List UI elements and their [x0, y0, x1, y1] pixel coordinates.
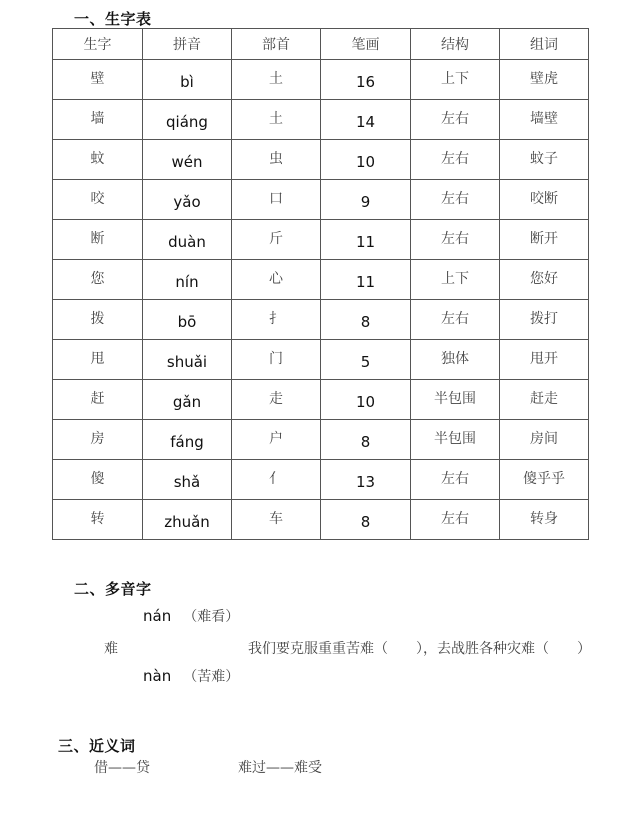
cell-structure-text: 半包围 — [434, 391, 476, 407]
cell-strokes-text: 11 — [355, 233, 376, 251]
cell-radical-text: 门 — [269, 351, 283, 367]
cell-radical — [232, 140, 321, 180]
cell-structure-text: 左右 — [441, 231, 469, 247]
header-char: 生字 — [53, 29, 143, 60]
cell-word — [500, 180, 589, 220]
header-structure: 结构 — [411, 29, 500, 60]
cell-radical — [232, 500, 321, 540]
cell-strokes — [321, 300, 411, 340]
cell-word — [500, 340, 589, 380]
cell-char — [53, 140, 143, 180]
cell-pinyin — [143, 60, 232, 100]
cell-char-text: 赶 — [90, 391, 105, 407]
cell-structure-text: 左右 — [441, 511, 469, 527]
cell-strokes-text: 10 — [355, 153, 376, 171]
cell-pinyin-text: nín — [175, 273, 199, 291]
table-row — [53, 460, 589, 500]
fill-in-sentence: 我们要克服重重苦难（ ），去战胜各种灾难（ ） — [248, 641, 591, 657]
cell-structure — [411, 140, 500, 180]
cell-pinyin-text: gǎn — [172, 393, 202, 411]
cell-word-text: 壁虎 — [530, 71, 558, 87]
cell-pinyin-text: yǎo — [173, 193, 201, 211]
cell-pinyin-text: shuǎi — [166, 353, 208, 371]
synonym-pair-1: 借——贷 — [94, 760, 150, 776]
reading1-line — [143, 606, 239, 626]
cell-radical-text: 走 — [269, 391, 283, 407]
cell-radical-text: 斤 — [269, 231, 283, 247]
cell-strokes — [321, 340, 411, 380]
cell-pinyin — [143, 100, 232, 140]
cell-word-text: 傻乎乎 — [523, 471, 565, 487]
cell-pinyin — [143, 500, 232, 540]
cell-radical-text: 心 — [269, 271, 283, 287]
cell-strokes-text: 14 — [355, 113, 376, 131]
cell-radical — [232, 220, 321, 260]
cell-strokes — [321, 260, 411, 300]
cell-word — [500, 460, 589, 500]
cell-structure — [411, 300, 500, 340]
cell-word — [500, 100, 589, 140]
cell-strokes — [321, 140, 411, 180]
cell-char — [53, 220, 143, 260]
cell-pinyin-text: shǎ — [173, 473, 201, 491]
cell-structure — [411, 340, 500, 380]
cell-char — [53, 500, 143, 540]
table-row — [53, 60, 589, 100]
cell-strokes-text: 5 — [360, 353, 371, 371]
cell-pinyin-text: fáng — [170, 433, 204, 451]
header-radical: 部首 — [232, 29, 321, 60]
cell-structure — [411, 420, 500, 460]
cell-char — [53, 100, 143, 140]
cell-char-text: 傻 — [90, 471, 105, 487]
cell-char-text: 转 — [90, 511, 105, 527]
cell-pinyin — [143, 380, 232, 420]
cell-pinyin-text: bō — [177, 313, 197, 331]
cell-word-text: 您好 — [530, 271, 558, 287]
cell-word — [500, 300, 589, 340]
cell-char-text: 断 — [90, 231, 105, 247]
header-pinyin: 拼音 — [143, 29, 232, 60]
cell-structure-text: 左右 — [441, 111, 469, 127]
cell-radical — [232, 340, 321, 380]
table-row — [53, 220, 589, 260]
cell-char — [53, 300, 143, 340]
cell-word-text: 咬断 — [530, 191, 558, 207]
cell-structure — [411, 500, 500, 540]
cell-radical — [232, 260, 321, 300]
cell-radical-text: 扌 — [269, 311, 283, 327]
cell-pinyin-text: bì — [180, 73, 194, 91]
table-row — [53, 300, 589, 340]
cell-char-text: 蚊 — [90, 151, 105, 167]
cell-char — [53, 180, 143, 220]
cell-word-text: 转身 — [530, 511, 558, 527]
cell-word-text: 断开 — [530, 231, 558, 247]
cell-word — [500, 380, 589, 420]
cell-word-text: 甩开 — [530, 351, 558, 367]
cell-structure-text: 左右 — [441, 471, 469, 487]
cell-char — [53, 60, 143, 100]
cell-structure-text: 独体 — [441, 351, 469, 367]
table-row — [53, 340, 589, 380]
cell-radical — [232, 460, 321, 500]
reading2-pinyin: nàn — [143, 667, 172, 685]
cell-strokes-text: 11 — [355, 273, 376, 291]
cell-strokes-text: 8 — [360, 313, 371, 331]
cell-word — [500, 220, 589, 260]
cell-word — [500, 60, 589, 100]
cell-word — [500, 500, 589, 540]
character-table — [52, 28, 589, 540]
cell-pinyin — [143, 220, 232, 260]
table-row — [53, 380, 589, 420]
cell-char-text: 壁 — [90, 71, 105, 87]
cell-char-text: 咬 — [90, 191, 105, 207]
cell-pinyin — [143, 340, 232, 380]
cell-strokes — [321, 420, 411, 460]
table-row — [53, 420, 589, 460]
cell-strokes — [321, 100, 411, 140]
cell-structure — [411, 100, 500, 140]
section2-title: 二、多音字 — [74, 580, 152, 598]
cell-strokes-text: 13 — [355, 473, 376, 491]
cell-strokes — [321, 460, 411, 500]
reading1-example: （难看） — [183, 609, 240, 625]
cell-strokes — [321, 380, 411, 420]
cell-structure-text: 半包围 — [434, 431, 476, 447]
cell-pinyin — [143, 140, 232, 180]
cell-word-text: 蚊子 — [530, 151, 558, 167]
cell-char — [53, 380, 143, 420]
cell-radical — [232, 380, 321, 420]
cell-radical — [232, 60, 321, 100]
cell-pinyin-text: wén — [171, 153, 203, 171]
reading2-line — [143, 666, 239, 686]
header-strokes: 笔画 — [321, 29, 411, 60]
cell-pinyin — [143, 460, 232, 500]
cell-strokes — [321, 60, 411, 100]
table-row — [53, 100, 589, 140]
cell-char — [53, 260, 143, 300]
table-row — [53, 140, 589, 180]
cell-pinyin-text: qiáng — [166, 113, 208, 131]
cell-radical — [232, 300, 321, 340]
cell-radical — [232, 420, 321, 460]
reading1-pinyin: nán — [143, 607, 172, 625]
cell-structure — [411, 380, 500, 420]
table-row — [53, 260, 589, 300]
cell-char-text: 拨 — [90, 311, 105, 327]
cell-radical-text: 土 — [269, 71, 283, 87]
cell-strokes-text: 9 — [360, 193, 371, 211]
cell-radical-text: 车 — [269, 511, 283, 527]
cell-structure-text: 左右 — [441, 311, 469, 327]
cell-char — [53, 420, 143, 460]
cell-radical — [232, 100, 321, 140]
cell-word — [500, 420, 589, 460]
cell-char-text: 您 — [90, 271, 105, 287]
cell-char — [53, 340, 143, 380]
cell-structure-text: 左右 — [441, 151, 469, 167]
cell-pinyin-text: duàn — [168, 233, 206, 251]
cell-word-text: 墙壁 — [530, 111, 558, 127]
cell-structure — [411, 260, 500, 300]
cell-structure — [411, 460, 500, 500]
cell-structure — [411, 60, 500, 100]
cell-radical-text: 土 — [269, 111, 283, 127]
cell-strokes-text: 8 — [360, 433, 371, 451]
section1-title: 一、生字表 — [74, 10, 152, 28]
cell-structure-text: 左右 — [441, 191, 469, 207]
cell-char-text: 甩 — [90, 351, 105, 367]
cell-radical-text: 户 — [269, 431, 283, 447]
reading2-example: （苦难） — [183, 669, 240, 685]
cell-structure-text: 上下 — [441, 71, 469, 87]
polyphone-character: 难 — [104, 641, 118, 657]
cell-strokes — [321, 500, 411, 540]
cell-strokes — [321, 220, 411, 260]
cell-strokes — [321, 180, 411, 220]
cell-char-text: 墙 — [90, 111, 105, 127]
cell-strokes-text: 10 — [355, 393, 376, 411]
cell-pinyin — [143, 420, 232, 460]
cell-structure-text: 上下 — [441, 271, 469, 287]
cell-char-text: 房 — [90, 431, 105, 447]
table-row — [53, 500, 589, 540]
cell-word-text: 房间 — [530, 431, 558, 447]
cell-pinyin — [143, 180, 232, 220]
cell-radical-text: 亻 — [269, 471, 283, 487]
cell-char — [53, 460, 143, 500]
section3-title: 三、近义词 — [58, 737, 136, 755]
cell-pinyin — [143, 260, 232, 300]
cell-pinyin-text: zhuǎn — [164, 513, 210, 531]
cell-radical-text: 口 — [269, 191, 283, 207]
cell-word-text: 拨打 — [530, 311, 558, 327]
cell-radical-text: 虫 — [269, 151, 283, 167]
cell-strokes-text: 8 — [360, 513, 371, 531]
cell-pinyin — [143, 300, 232, 340]
synonym-pair-2: 难过——难受 — [238, 760, 322, 776]
cell-word — [500, 260, 589, 300]
table-header-row — [53, 29, 589, 60]
cell-word-text: 赶走 — [530, 391, 558, 407]
cell-radical — [232, 180, 321, 220]
table-row — [53, 180, 589, 220]
cell-strokes-text: 16 — [355, 73, 376, 91]
header-word: 组词 — [500, 29, 589, 60]
cell-structure — [411, 220, 500, 260]
cell-structure — [411, 180, 500, 220]
cell-word — [500, 140, 589, 180]
